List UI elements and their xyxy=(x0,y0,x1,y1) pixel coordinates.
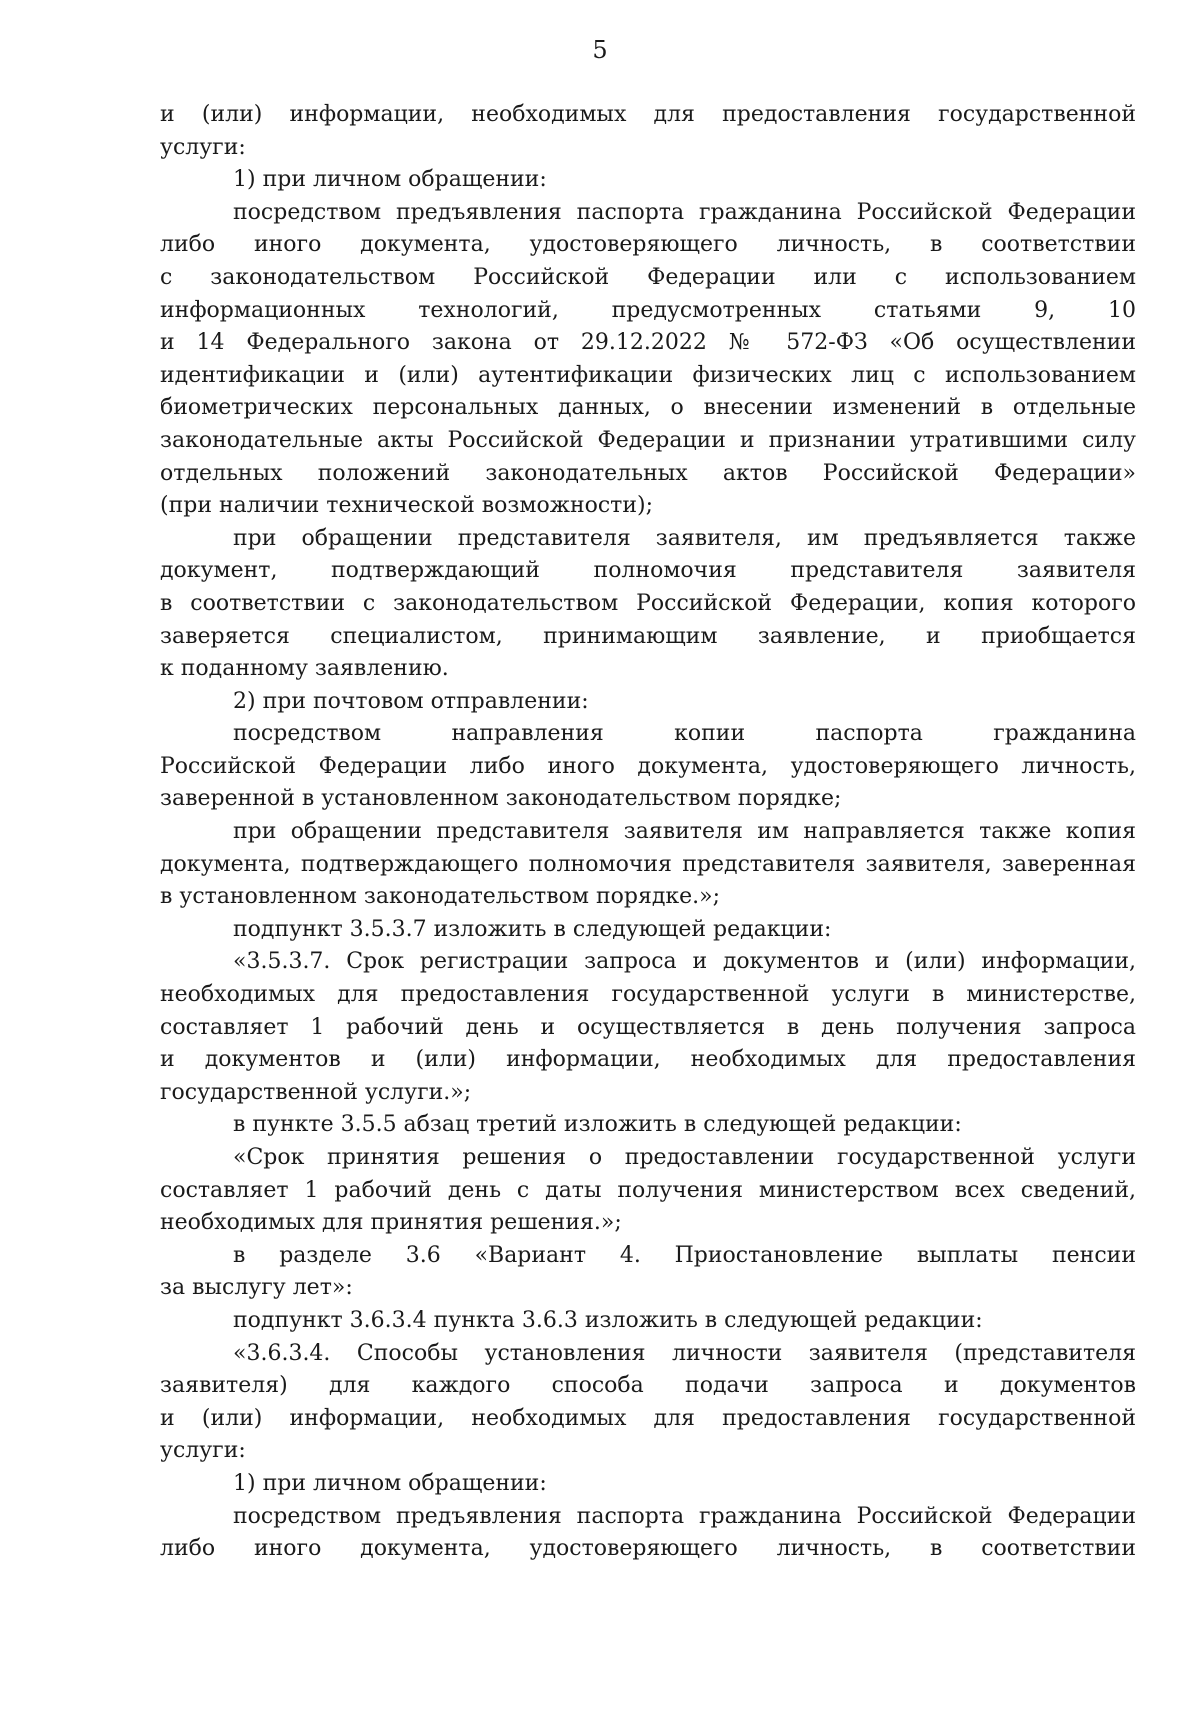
text-line: законодательные акты Российской Федерации и признании утратившими силу xyxy=(160,427,1136,453)
text-line: необходимых для предоставления государственной услуги в министерстве, xyxy=(160,982,1136,1008)
text-line: государственной услуги.»; xyxy=(160,1079,472,1105)
text-line: идентификации и (или) аутентификации физических лиц с использованием xyxy=(160,362,1136,388)
text-line: и (или) информации, необходимых для предоставления государственной xyxy=(160,102,1136,127)
text-line: посредством направления копии паспорта гражданина xyxy=(233,721,1136,747)
text-line: составляет 1 рабочий день и осуществляется в день получения запроса xyxy=(160,1014,1136,1040)
text-line: необходимых для принятия решения.»; xyxy=(160,1210,622,1236)
text-line: «3.6.3.4. Способы установления личности заявителя (представителя xyxy=(233,1340,1136,1366)
text-line: в разделе 3.6 «Вариант 4. Приостановление выплаты пенсии xyxy=(233,1242,1136,1268)
text-line: и 14 Федерального закона от 29.12.2022 № 572-ФЗ «Об осуществлении xyxy=(160,330,1136,356)
text-line: за выслугу лет»: xyxy=(160,1275,353,1301)
text-line: при обращении представителя заявителя, им предъявляется также xyxy=(233,525,1136,551)
text-line: либо иного документа, удостоверяющего личность, в соответствии xyxy=(160,232,1136,258)
document-body xyxy=(160,99,1136,1566)
text-line: заявителя) для каждого способа подачи запроса и документов xyxy=(160,1373,1136,1399)
text-line: услуги: xyxy=(160,134,246,160)
text-line: «3.5.3.7. Срок регистрации запроса и документов и (или) информации, xyxy=(233,949,1136,975)
text-line: заверенной в установленном законодательством порядке; xyxy=(160,786,842,812)
text-line: составляет 1 рабочий день с даты получения министерством всех сведений, xyxy=(160,1177,1136,1203)
text-line: биометрических персональных данных, о внесении изменений в отдельные xyxy=(160,395,1136,421)
text-line: (при наличии технической возможности); xyxy=(160,493,654,519)
text-line: подпункт 3.5.3.7 изложить в следующей редакции: xyxy=(233,916,832,942)
text-line: с законодательством Российской Федерации или с использованием xyxy=(160,264,1136,290)
text-line: «Срок принятия решения о предоставлении государственной услуги xyxy=(233,1145,1136,1170)
text-line: услуги: xyxy=(160,1438,246,1464)
text-line: документа, подтверждающего полномочия представителя заявителя, заверенная xyxy=(160,851,1136,877)
text-line: посредством предъявления паспорта гражданина Российской Федерации xyxy=(233,1503,1136,1529)
page-number: 5 xyxy=(592,36,608,64)
text-line: 1) при личном обращении: xyxy=(233,1470,547,1496)
text-line: в пункте 3.5.5 абзац третий изложить в следующей редакции: xyxy=(233,1112,962,1138)
text-line: и (или) информации, необходимых для предоставления государственной xyxy=(160,1405,1136,1431)
text-line: отдельных положений законодательных актов Российской Федерации» xyxy=(160,460,1136,486)
text-line: документ, подтверждающий полномочия представителя заявителя xyxy=(160,558,1136,584)
text-line: в установленном законодательством порядке.»; xyxy=(160,884,721,910)
text-line: в соответствии с законодательством Российской Федерации, копия которого xyxy=(160,590,1136,616)
text-line: при обращении представителя заявителя им направляется также копия xyxy=(233,819,1136,845)
text-line: 1) при личном обращении: xyxy=(233,167,547,193)
text-line: заверяется специалистом, принимающим заявление, и приобщается xyxy=(160,623,1136,649)
text-line: посредством предъявления паспорта гражданина Российской Федерации xyxy=(233,199,1136,225)
text-line: подпункт 3.6.3.4 пункта 3.6.3 изложить в следующей редакции: xyxy=(233,1307,983,1333)
text-line: информационных технологий, предусмотренных статьями 9, 10 xyxy=(160,297,1136,323)
text-line: и документов и (или) информации, необходимых для предоставления xyxy=(160,1047,1136,1073)
text-line: 2) при почтовом отправлении: xyxy=(233,688,589,714)
text-line: либо иного документа, удостоверяющего личность, в соответствии xyxy=(160,1536,1136,1562)
text-line: Российской Федерации либо иного документа, удостоверяющего личность, xyxy=(160,753,1136,779)
text-line: к поданному заявлению. xyxy=(160,656,449,682)
